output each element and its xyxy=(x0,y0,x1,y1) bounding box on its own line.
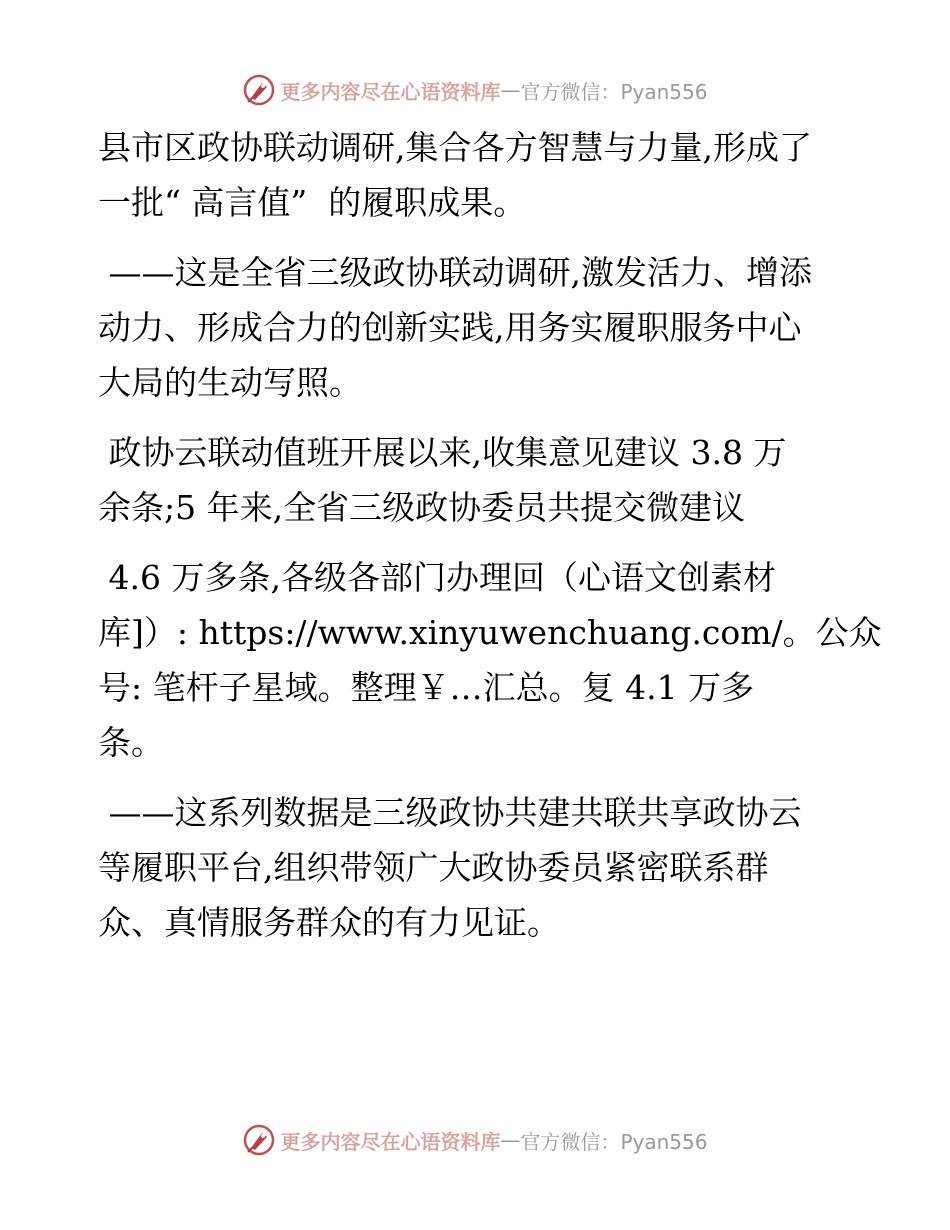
header-watermark-wechat: 官方微信：Pyan556 xyxy=(520,79,708,104)
header-watermark-title: 更多内容尽在心语资料库 xyxy=(280,79,501,104)
text-line: ——这是全省三级政协联动调研,激发活力、增添 xyxy=(98,253,812,292)
text-line: 余条;5 年来,全省三级政协委员共提交微建议 xyxy=(98,488,746,527)
pen-nib-logo-icon xyxy=(242,1123,276,1157)
text-line: 一批“ 高言值” 的履职成果。 xyxy=(98,183,527,222)
text-line: 政协云联动值班开展以来,收集意见建议 3.8 万 xyxy=(98,433,787,472)
text-line: 大局的生动写照。 xyxy=(98,363,362,402)
text-line: 县市区政协联动调研,集合各方智慧与力量,形成了 xyxy=(98,128,812,167)
text-line: ——这系列数据是三级政协共建共联共享政协云 xyxy=(98,793,802,832)
text-line: 动力、形成合力的创新实践,用务实履职服务中心 xyxy=(98,308,802,347)
pen-nib-logo-icon xyxy=(242,73,276,107)
paragraph xyxy=(98,785,858,950)
text-line: 条。 xyxy=(98,723,164,762)
text-line: 4.6 万多条,各级各部门办理回（心语文创素材 xyxy=(98,558,776,597)
document-body xyxy=(98,120,882,965)
text-line: 号: 笔杆子星域。整理￥…汇总。复 4.1 万多 xyxy=(98,668,755,707)
footer-watermark-banner xyxy=(0,1120,950,1160)
text-line: 等履职平台,组织带领广大政协委员紧密联系群 xyxy=(98,848,769,887)
text-line: 库]）: https://www.xinyuwenchuang.com/。公众 xyxy=(98,613,882,652)
header-watermark-banner xyxy=(0,70,950,110)
footer-watermark-dash: — xyxy=(500,1128,521,1152)
paragraph xyxy=(98,120,858,230)
text-line: 众、真情服务群众的有力见证。 xyxy=(98,903,560,942)
footer-watermark-title: 更多内容尽在心语资料库 xyxy=(280,1129,501,1154)
paragraph xyxy=(98,550,882,770)
footer-watermark-wechat: 官方微信：Pyan556 xyxy=(520,1129,708,1154)
paragraph xyxy=(98,245,858,410)
paragraph xyxy=(98,425,858,535)
header-watermark-dash: — xyxy=(500,78,521,102)
